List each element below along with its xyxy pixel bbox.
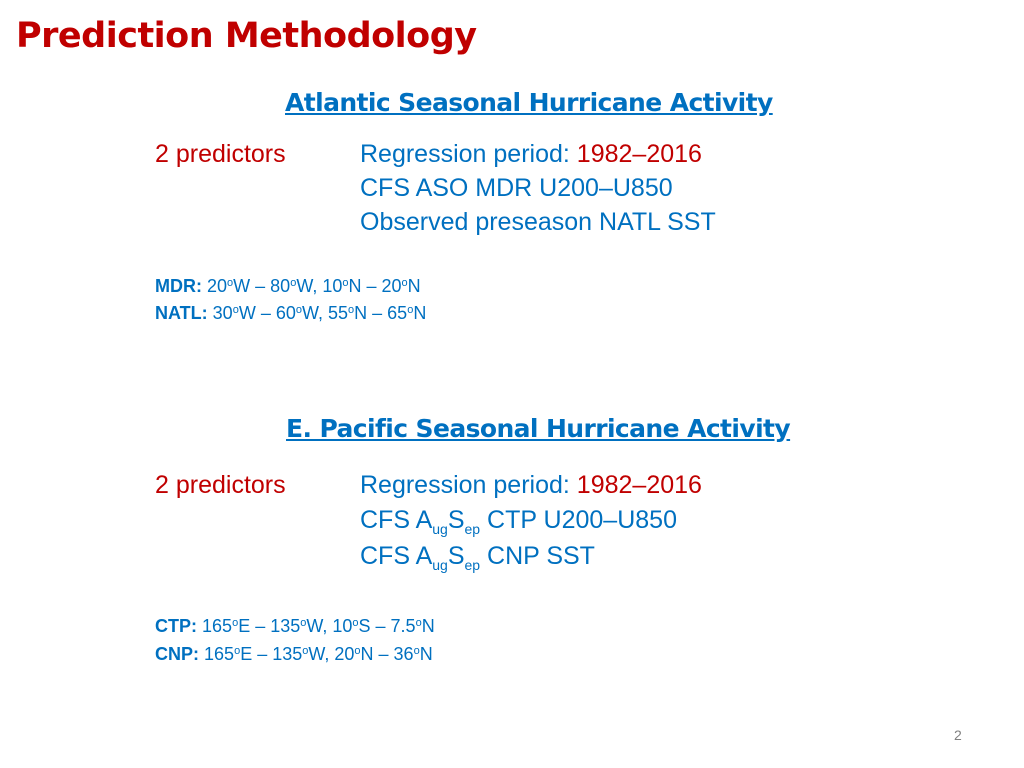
regression-years: 1982–2016 [576,140,702,168]
atlantic-heading: Atlantic Seasonal Hurricane Activity [285,88,773,117]
atlantic-region-natl: NATL: 30$^o$W – 60$^o$W, 55$^o$N – 65$^o$N [155,303,427,323]
pacific-heading: E. Pacific Seasonal Hurricane Activity [286,414,791,443]
atlantic-predictor-2: Observed preseason NATL SST [360,208,716,236]
regression-years: 1982–2016 [576,471,702,499]
atlantic-regression-period [360,142,702,167]
pacific-predictors-label: 2 predictors [155,471,286,499]
atlantic-region-mdr: MDR: 20$^o$W – 80$^o$W, 10$^o$N – 20$^o$N [155,276,421,296]
regression-label: Regression period: [360,140,577,168]
pacific-region-cnp: CNP: 165$^o$E – 135$^o$W, 20$^o$N – 36$^o$N [155,644,433,664]
pacific-regression-period [360,473,702,498]
pacific-region-ctp: CTP: 165$^o$E – 135$^o$W, 10$^o$S – 7.5$^o$N [155,616,435,636]
regression-label: Regression period: [360,471,577,499]
slide-title: Prediction Methodology [16,16,477,56]
atlantic-predictor-1: CFS ASO MDR U200–U850 [360,174,673,202]
page-number: 2 [954,727,962,743]
pacific-predictor-1: CFS $A_{ug}S_{ep}$ CTP U200–U850 [360,506,677,537]
atlantic-predictors-label: 2 predictors [155,140,286,168]
pacific-predictor-2: CFS $A_{ug}S_{ep}$ CNP SST [360,542,595,573]
